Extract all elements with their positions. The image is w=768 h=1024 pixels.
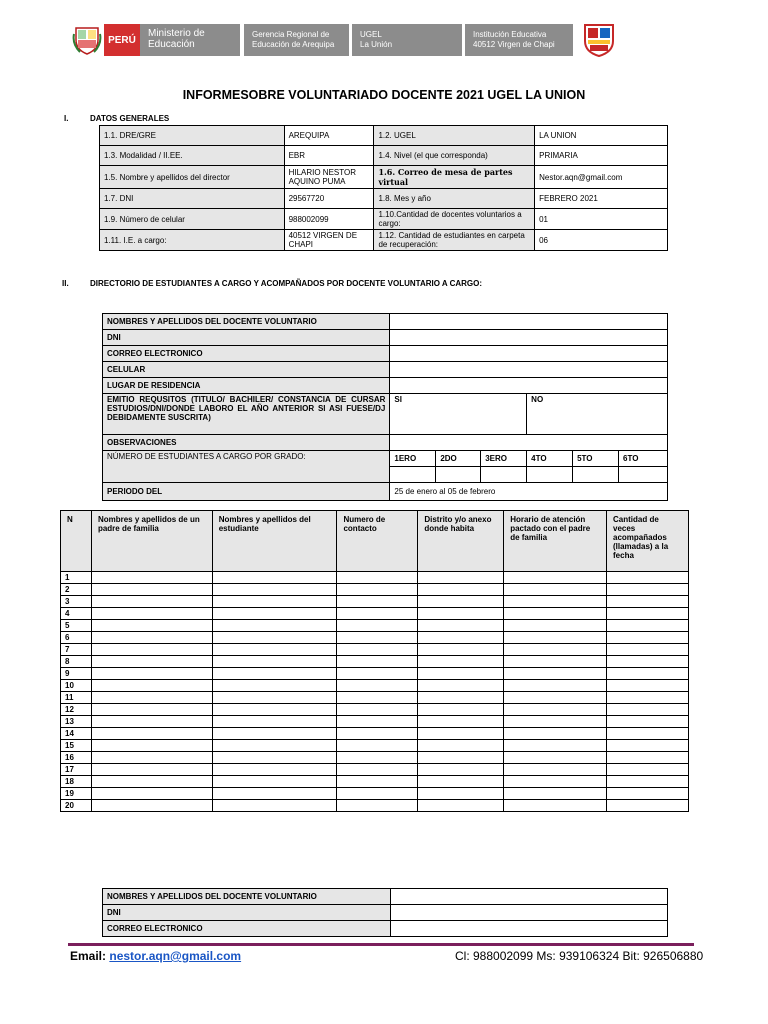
table-cell[interactable]: [504, 764, 607, 776]
grade-header: 1ERO: [390, 451, 436, 467]
ugel-line1: UGEL: [360, 30, 382, 39]
label-cell: 1.8. Mes y año: [374, 189, 535, 209]
directory-row: [103, 905, 668, 921]
value-cell: 01: [535, 209, 668, 230]
table-cell[interactable]: [504, 656, 607, 668]
student-list-table: [60, 510, 689, 812]
table-cell[interactable]: [337, 656, 418, 668]
table-cell[interactable]: [607, 800, 689, 812]
label-cell: 1.4. Nivel (el que corresponda): [374, 146, 535, 166]
row-number: 19: [61, 788, 92, 800]
period-value: 25 de enero al 05 de febrero: [390, 483, 668, 501]
table-cell[interactable]: [418, 584, 504, 596]
table-row: [61, 656, 689, 668]
table-cell[interactable]: [418, 632, 504, 644]
table-cell[interactable]: [337, 752, 418, 764]
section1-label: DATOS GENERALES: [90, 114, 170, 123]
table-cell[interactable]: [212, 764, 337, 776]
directory-row: [103, 921, 668, 937]
table-cell[interactable]: [607, 716, 689, 728]
table-row: [61, 740, 689, 752]
table-row: [61, 716, 689, 728]
grade-count-label: NÚMERO DE ESTUDIANTES A CARGO POR GRADO:: [103, 451, 390, 483]
table-cell[interactable]: [607, 656, 689, 668]
table-cell[interactable]: [337, 632, 418, 644]
grade-header: 4TO: [527, 451, 573, 467]
table-cell[interactable]: [504, 704, 607, 716]
table-row: [61, 644, 689, 656]
table-cell[interactable]: [418, 596, 504, 608]
table-cell[interactable]: [212, 572, 337, 584]
directory-row: [103, 483, 668, 501]
national-shield-icon: [72, 24, 102, 56]
table-cell[interactable]: [418, 764, 504, 776]
footer-email-link[interactable]: nestor.aqn@gmail.com: [109, 949, 242, 963]
row-number: 7: [61, 644, 92, 656]
table-cell[interactable]: [418, 704, 504, 716]
general-data-table: [99, 125, 668, 251]
row-number: 5: [61, 620, 92, 632]
teacher-name-label: NOMBRES Y APELLIDOS DEL DOCENTE VOLUNTARIO: [103, 314, 390, 330]
table-row: [61, 728, 689, 740]
table-cell[interactable]: [504, 572, 607, 584]
document-title: INFORMESOBRE VOLUNTARIADO DOCENTE 2021 UGEL LA UNION: [182, 88, 586, 102]
table-cell[interactable]: [418, 572, 504, 584]
footer-email: [70, 949, 241, 963]
table-cell[interactable]: [607, 620, 689, 632]
row-number: 17: [61, 764, 92, 776]
label-cell: 1.1. DRE/GRE: [100, 126, 285, 146]
table-cell[interactable]: [418, 788, 504, 800]
value-cell: FEBRERO 2021: [535, 189, 668, 209]
grade-value[interactable]: [527, 467, 573, 483]
table-cell[interactable]: [607, 752, 689, 764]
requirements-yes[interactable]: SI: [390, 394, 527, 435]
table-cell[interactable]: [212, 692, 337, 704]
observations-label: OBSERVACIONES: [103, 435, 390, 451]
cell-value[interactable]: [390, 362, 668, 378]
table-cell[interactable]: [212, 620, 337, 632]
email-value[interactable]: [390, 346, 668, 362]
table-cell[interactable]: [607, 644, 689, 656]
value-cell: Nestor.aqn@gmail.com: [535, 166, 668, 189]
directory-row: [103, 346, 668, 362]
row-number: 3: [61, 596, 92, 608]
table-cell[interactable]: [91, 692, 212, 704]
grade-header: 6TO: [619, 451, 668, 467]
label-cell: 1.10.Cantidad de docentes voluntarios a cargo:: [374, 209, 535, 230]
dni-label: DNI: [103, 330, 390, 346]
label-cell: 1.12. Cantidad de estudiantes en carpeta de recuperación:: [374, 230, 535, 251]
table-cell[interactable]: [337, 668, 418, 680]
row-number: 2: [61, 584, 92, 596]
general-row: [100, 189, 668, 209]
table-cell[interactable]: [337, 764, 418, 776]
column-header: Distrito y/o anexo donde habita: [418, 511, 504, 572]
school-line2: 40512 Virgen de Chapi: [473, 40, 555, 49]
table-cell[interactable]: [418, 620, 504, 632]
peru-logo: PERÚ: [104, 24, 140, 56]
teacher-directory-table: [102, 313, 668, 501]
table-cell[interactable]: [607, 788, 689, 800]
value-cell: 988002099: [284, 209, 374, 230]
list-header-row: [61, 511, 689, 572]
table-row: [61, 584, 689, 596]
table-cell[interactable]: [91, 644, 212, 656]
table-cell[interactable]: [91, 800, 212, 812]
table-cell[interactable]: [504, 632, 607, 644]
table-cell[interactable]: [91, 680, 212, 692]
general-row: [100, 166, 668, 189]
table-cell[interactable]: [337, 716, 418, 728]
grade-header: 2DO: [436, 451, 481, 467]
row-number: 6: [61, 632, 92, 644]
row-number: 16: [61, 752, 92, 764]
table-cell[interactable]: [607, 776, 689, 788]
school-crest-icon: [582, 22, 616, 58]
label-cell: 1.5. Nombre y apellidos del director: [100, 166, 285, 189]
grade-value[interactable]: [573, 467, 619, 483]
table-row: [61, 596, 689, 608]
row-number: 11: [61, 692, 92, 704]
column-header: Cantidad de veces acompañados (llamadas) a la fecha: [607, 511, 689, 572]
table-cell[interactable]: [212, 776, 337, 788]
footer-email-label: Email:: [70, 949, 110, 963]
school-line1: Institución Educativa: [473, 30, 547, 39]
table-cell[interactable]: [91, 632, 212, 644]
value-cell: 40512 VIRGEN DE CHAPI: [284, 230, 374, 251]
section2-label: DIRECTORIO DE ESTUDIANTES A CARGO Y ACOMPAÑADOS POR DOCENTE VOLUNTARIO A CARGO:: [90, 279, 483, 288]
dni-label: DNI: [103, 905, 391, 921]
table-cell[interactable]: [91, 776, 212, 788]
value-cell: HILARIO NESTOR AQUINO PUMA: [284, 166, 374, 189]
student-list-body: [61, 572, 689, 812]
label-cell: 1.9. Número de celular: [100, 209, 285, 230]
table-cell[interactable]: [212, 632, 337, 644]
row-number: 13: [61, 716, 92, 728]
table-row: [61, 668, 689, 680]
requirements-label: EMITIO REQUSITOS (TITULO/ BACHILER/ CONSTANCIA DE CURSAR ESTUDIOS/DNI/DONDE LABORO EL AÑO ANTERIOR SI ASI FUESE/DJ DEBIDAMENTE SUSCRITA): [103, 394, 390, 435]
table-cell[interactable]: [504, 740, 607, 752]
table-cell[interactable]: [418, 608, 504, 620]
table-cell[interactable]: [91, 788, 212, 800]
table-cell[interactable]: [607, 692, 689, 704]
row-number: 8: [61, 656, 92, 668]
ugel-line2: La Unión: [360, 40, 393, 49]
table-cell[interactable]: [418, 668, 504, 680]
grade-value[interactable]: [481, 467, 527, 483]
directory-row: [103, 451, 668, 467]
table-cell[interactable]: [337, 776, 418, 788]
column-header: Horario de atención pactado con el padre de familia: [504, 511, 607, 572]
directory-row: [103, 314, 668, 330]
table-cell[interactable]: [607, 572, 689, 584]
table-row: [61, 764, 689, 776]
table-cell[interactable]: [418, 644, 504, 656]
table-cell[interactable]: [504, 680, 607, 692]
table-cell[interactable]: [91, 704, 212, 716]
table-cell[interactable]: [607, 728, 689, 740]
label-cell: 1.6. Correo de mesa de partes virtual: [374, 166, 535, 189]
table-cell[interactable]: [91, 764, 212, 776]
row-number: 9: [61, 668, 92, 680]
directory-row: [103, 378, 668, 394]
table-cell[interactable]: [212, 644, 337, 656]
row-number: 18: [61, 776, 92, 788]
table-row: [61, 704, 689, 716]
table-cell[interactable]: [504, 584, 607, 596]
table-row: [61, 800, 689, 812]
column-header: N: [61, 511, 92, 572]
table-cell[interactable]: [337, 680, 418, 692]
label-cell: 1.3. Modalidad / II.EE.: [100, 146, 285, 166]
table-cell[interactable]: [418, 716, 504, 728]
ugel-label: [352, 24, 462, 56]
table-cell[interactable]: [504, 728, 607, 740]
table-row: [61, 788, 689, 800]
table-cell[interactable]: [212, 584, 337, 596]
table-cell[interactable]: [91, 608, 212, 620]
table-cell[interactable]: [607, 764, 689, 776]
table-cell[interactable]: [504, 608, 607, 620]
table-cell[interactable]: [337, 800, 418, 812]
email-value[interactable]: [390, 921, 667, 937]
table-cell[interactable]: [337, 584, 418, 596]
table-row: [61, 752, 689, 764]
general-row: [100, 209, 668, 230]
value-cell: EBR: [284, 146, 374, 166]
directory-row: [103, 435, 668, 451]
grade-header: 5TO: [573, 451, 619, 467]
requirements-no[interactable]: NO: [527, 394, 668, 435]
grade-value[interactable]: [619, 467, 668, 483]
label-cell: 1.7. DNI: [100, 189, 285, 209]
table-cell[interactable]: [212, 740, 337, 752]
value-cell: AREQUIPA: [284, 126, 374, 146]
label-cell: 1.11. I.E. a cargo:: [100, 230, 285, 251]
label-cell: 1.2. UGEL: [374, 126, 535, 146]
table-cell[interactable]: [504, 668, 607, 680]
value-cell: LA UNION: [535, 126, 668, 146]
value-cell: 06: [535, 230, 668, 251]
teacher-directory-table-2: [102, 888, 668, 937]
table-cell[interactable]: [504, 752, 607, 764]
table-cell[interactable]: [91, 596, 212, 608]
table-cell[interactable]: [607, 740, 689, 752]
table-cell[interactable]: [91, 728, 212, 740]
table-cell[interactable]: [212, 704, 337, 716]
row-number: 14: [61, 728, 92, 740]
observations-value[interactable]: [390, 435, 668, 451]
table-cell[interactable]: [418, 656, 504, 668]
row-number: 1: [61, 572, 92, 584]
table-cell[interactable]: [91, 752, 212, 764]
table-cell[interactable]: [337, 704, 418, 716]
value-cell: 29567720: [284, 189, 374, 209]
ministry-label: Ministerio de Educación: [140, 24, 240, 56]
general-row: [100, 146, 668, 166]
table-row: [61, 572, 689, 584]
table-cell[interactable]: [337, 740, 418, 752]
grade-value[interactable]: [436, 467, 481, 483]
table-cell[interactable]: [212, 788, 337, 800]
directory-row: [103, 394, 668, 435]
teacher-name-value[interactable]: [390, 889, 667, 905]
table-cell[interactable]: [212, 596, 337, 608]
table-cell[interactable]: [337, 728, 418, 740]
table-cell[interactable]: [607, 584, 689, 596]
cell-label: CELULAR: [103, 362, 390, 378]
directory-row: [103, 362, 668, 378]
email-label: CORREO ELECTRONICO: [103, 346, 390, 362]
table-row: [61, 620, 689, 632]
value-cell: PRIMARIA: [535, 146, 668, 166]
section1-number: I.: [64, 114, 69, 123]
column-header: Numero de contacto: [337, 511, 418, 572]
table-cell[interactable]: [504, 596, 607, 608]
table-cell[interactable]: [607, 632, 689, 644]
table-cell[interactable]: [212, 716, 337, 728]
table-cell[interactable]: [418, 692, 504, 704]
school-label: [465, 24, 573, 56]
directory-row: [103, 330, 668, 346]
table-cell[interactable]: [418, 752, 504, 764]
table-cell[interactable]: [337, 608, 418, 620]
table-cell[interactable]: [504, 800, 607, 812]
table-cell[interactable]: [337, 572, 418, 584]
table-cell[interactable]: [504, 692, 607, 704]
table-cell[interactable]: [337, 692, 418, 704]
table-cell[interactable]: [504, 788, 607, 800]
dni-value[interactable]: [390, 905, 667, 921]
column-header: Nombres y apellidos del estudiante: [212, 511, 337, 572]
table-cell[interactable]: [504, 716, 607, 728]
table-cell[interactable]: [504, 644, 607, 656]
teacher-name-label: NOMBRES Y APELLIDOS DEL DOCENTE VOLUNTARIO: [103, 889, 391, 905]
general-row: [100, 230, 668, 251]
table-cell[interactable]: [212, 752, 337, 764]
table-cell[interactable]: [418, 680, 504, 692]
row-number: 15: [61, 740, 92, 752]
table-cell[interactable]: [212, 728, 337, 740]
table-cell[interactable]: [607, 668, 689, 680]
table-cell[interactable]: [91, 716, 212, 728]
table-cell[interactable]: [337, 644, 418, 656]
row-number: 12: [61, 704, 92, 716]
section2-number: II.: [62, 279, 69, 288]
table-cell[interactable]: [337, 596, 418, 608]
table-cell[interactable]: [91, 620, 212, 632]
email-label: CORREO ELECTRONICO: [103, 921, 391, 937]
table-cell[interactable]: [418, 776, 504, 788]
table-cell[interactable]: [212, 608, 337, 620]
table-cell[interactable]: [607, 596, 689, 608]
table-row: [61, 692, 689, 704]
table-cell[interactable]: [418, 740, 504, 752]
row-number: 4: [61, 608, 92, 620]
table-cell[interactable]: [212, 680, 337, 692]
residence-label: LUGAR DE RESIDENCIA: [103, 378, 390, 394]
directory-row: [103, 889, 668, 905]
period-label: PERIODO DEL: [103, 483, 390, 501]
table-cell[interactable]: [418, 728, 504, 740]
table-cell[interactable]: [212, 656, 337, 668]
table-cell[interactable]: [91, 668, 212, 680]
table-cell[interactable]: [91, 656, 212, 668]
row-number: 10: [61, 680, 92, 692]
grade-value[interactable]: [390, 467, 436, 483]
table-cell[interactable]: [91, 584, 212, 596]
table-cell[interactable]: [607, 680, 689, 692]
table-cell[interactable]: [337, 620, 418, 632]
dni-value[interactable]: [390, 330, 668, 346]
regional-office-label: Gerencia Regional de Educación de Arequipa: [244, 24, 349, 56]
table-cell[interactable]: [607, 704, 689, 716]
table-cell[interactable]: [504, 620, 607, 632]
grade-header: 3ERO: [481, 451, 527, 467]
teacher-name-value[interactable]: [390, 314, 668, 330]
general-row: [100, 126, 668, 146]
table-row: [61, 608, 689, 620]
table-cell[interactable]: [337, 788, 418, 800]
footer-divider: [68, 943, 694, 946]
table-row: [61, 680, 689, 692]
table-cell[interactable]: [212, 800, 337, 812]
table-cell[interactable]: [91, 740, 212, 752]
footer-phones: Cl: 988002099 Ms: 939106324 Bit: 926506880: [455, 949, 704, 963]
table-cell[interactable]: [212, 668, 337, 680]
residence-value[interactable]: [390, 378, 668, 394]
table-cell[interactable]: [607, 608, 689, 620]
table-cell[interactable]: [418, 800, 504, 812]
table-cell[interactable]: [504, 776, 607, 788]
table-cell[interactable]: [91, 572, 212, 584]
row-number: 20: [61, 800, 92, 812]
table-row: [61, 776, 689, 788]
column-header: Nombres y apellidos de un padre de familia: [91, 511, 212, 572]
table-row: [61, 632, 689, 644]
